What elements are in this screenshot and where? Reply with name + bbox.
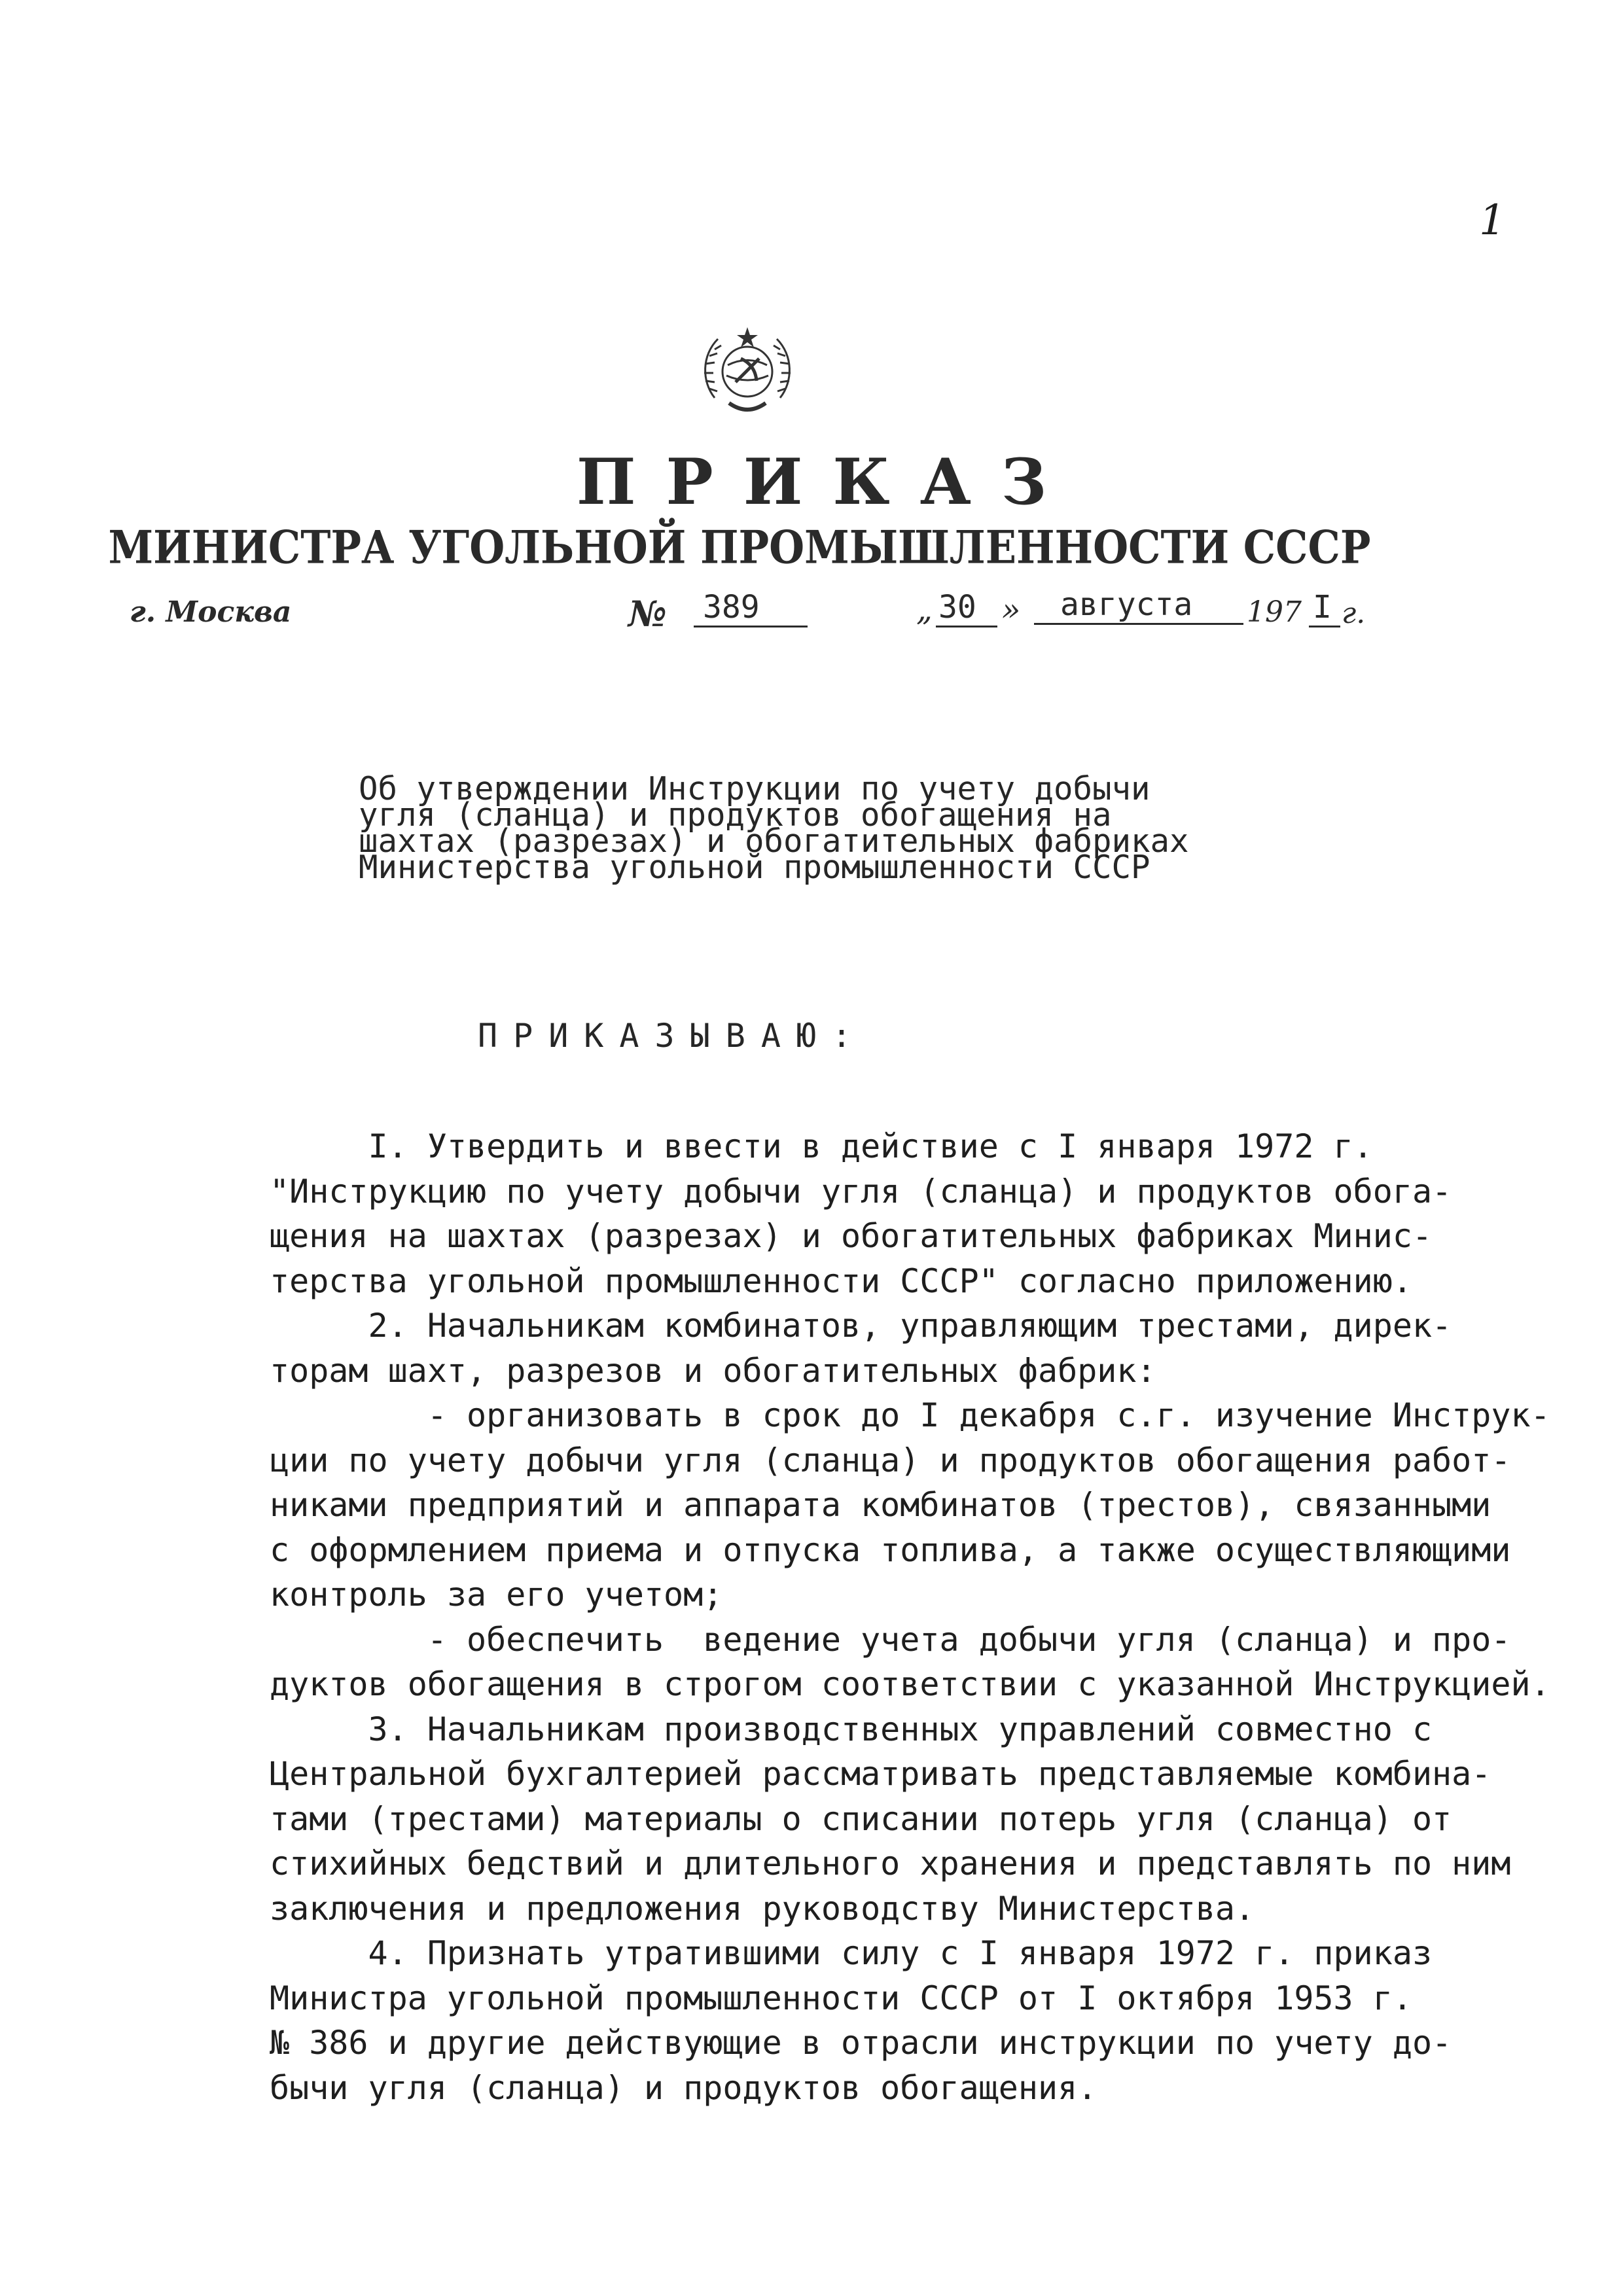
body-line: "Инструкцию по учету добычи угля (сланца) и продуктов обога- xyxy=(270,1172,1452,1210)
ussr-coat-of-arms-icon xyxy=(695,319,800,424)
body-line: № 386 и другие действующие в отрасли инструкции по учету до- xyxy=(270,2024,1452,2062)
order-title: ПРИКАЗ xyxy=(576,445,1077,519)
body-line: контроль за его учетом; xyxy=(270,1576,723,1614)
page-number: 1 xyxy=(1479,196,1506,245)
body-line: стихийных бедствий и длительного хранения и представлять по ним xyxy=(270,1845,1511,1882)
subject-line: Министерства угольной промышленности СССР xyxy=(359,849,1150,886)
city: г. Москва xyxy=(130,595,292,629)
body-line: никами предприятий и аппарата комбинатов (трестов), связанными xyxy=(270,1486,1491,1524)
issue-line xyxy=(0,586,1623,648)
body-line: - обеспечить ведение учета добычи угля (сланца) и про- xyxy=(270,1620,1511,1659)
body-line: щения на шахтах (разрезах) и обогатительных фабриках Минис- xyxy=(270,1217,1433,1255)
year-suffix: г. xyxy=(1342,597,1366,630)
body-line: тами (трестами) материалы о списании потерь угля (сланца) от xyxy=(270,1799,1452,1838)
body-line: торам шахт, разрезов и обогатительных фабрик: xyxy=(270,1351,1156,1390)
body-line: - организовать в срок до I декабря с.г. изучение Инструк- xyxy=(270,1396,1550,1434)
body-line: 4. Признать утратившими силу с I января 1972 г. приказ xyxy=(270,1934,1433,1972)
body-line: с оформлением приема и отпуска топлива, а также осуществляющими xyxy=(270,1530,1511,1569)
order-year-digit: I xyxy=(1309,589,1340,627)
order-day: 30 xyxy=(936,589,997,627)
date-close-quote: » xyxy=(1001,592,1021,628)
order-body xyxy=(270,1124,1550,2110)
body-line: 2. Начальникам комбинатов, управляющим трестами, дирек- xyxy=(270,1307,1452,1345)
body-line: I. Утвердить и ввести в действие с I января 1972 г. xyxy=(270,1127,1373,1165)
order-subtitle: МИНИСТРА УГОЛЬНОЙ ПРОМЫШЛЕННОСТИ СССР xyxy=(108,520,1371,574)
body-line: 3. Начальникам производственных управлений совместно с xyxy=(270,1710,1433,1748)
decree-heading: ПРИКАЗЫВАЮ: xyxy=(478,1017,868,1055)
number-label: № xyxy=(628,593,667,635)
subject-line: Об утверждении Инструкции по учету добычи xyxy=(359,770,1150,807)
order-number: 389 xyxy=(694,589,808,627)
body-line: бычи угля (сланца) и продуктов обогащения. xyxy=(270,2068,1097,2107)
date-open-quote: „ xyxy=(916,592,933,628)
body-line: терства угольной промышленности СССР" согласно приложению. xyxy=(270,1262,1412,1300)
body-line: ции по учету добычи угля (сланца) и продуктов обогащения работ- xyxy=(270,1441,1511,1479)
subject-line: угля (сланца) и продуктов обогащения на xyxy=(359,796,1112,834)
year-prefix: 197 xyxy=(1247,595,1302,629)
subject-line: шахтах (разрезах) и обогатительных фабриках xyxy=(359,822,1189,860)
body-line: дуктов обогащения в строгом соответствии с указанной Инструкцией. xyxy=(270,1665,1550,1703)
body-line: Министра угольной промышленности СССР от I октября 1953 г. xyxy=(270,1979,1412,2017)
order-subject xyxy=(359,770,1189,886)
body-line: Центральной бухгалтерией рассматривать представляемые комбина- xyxy=(270,1755,1491,1793)
body-line: заключения и предложения руководству Министерства. xyxy=(270,1889,1255,1928)
order-month: августа xyxy=(1034,586,1243,625)
